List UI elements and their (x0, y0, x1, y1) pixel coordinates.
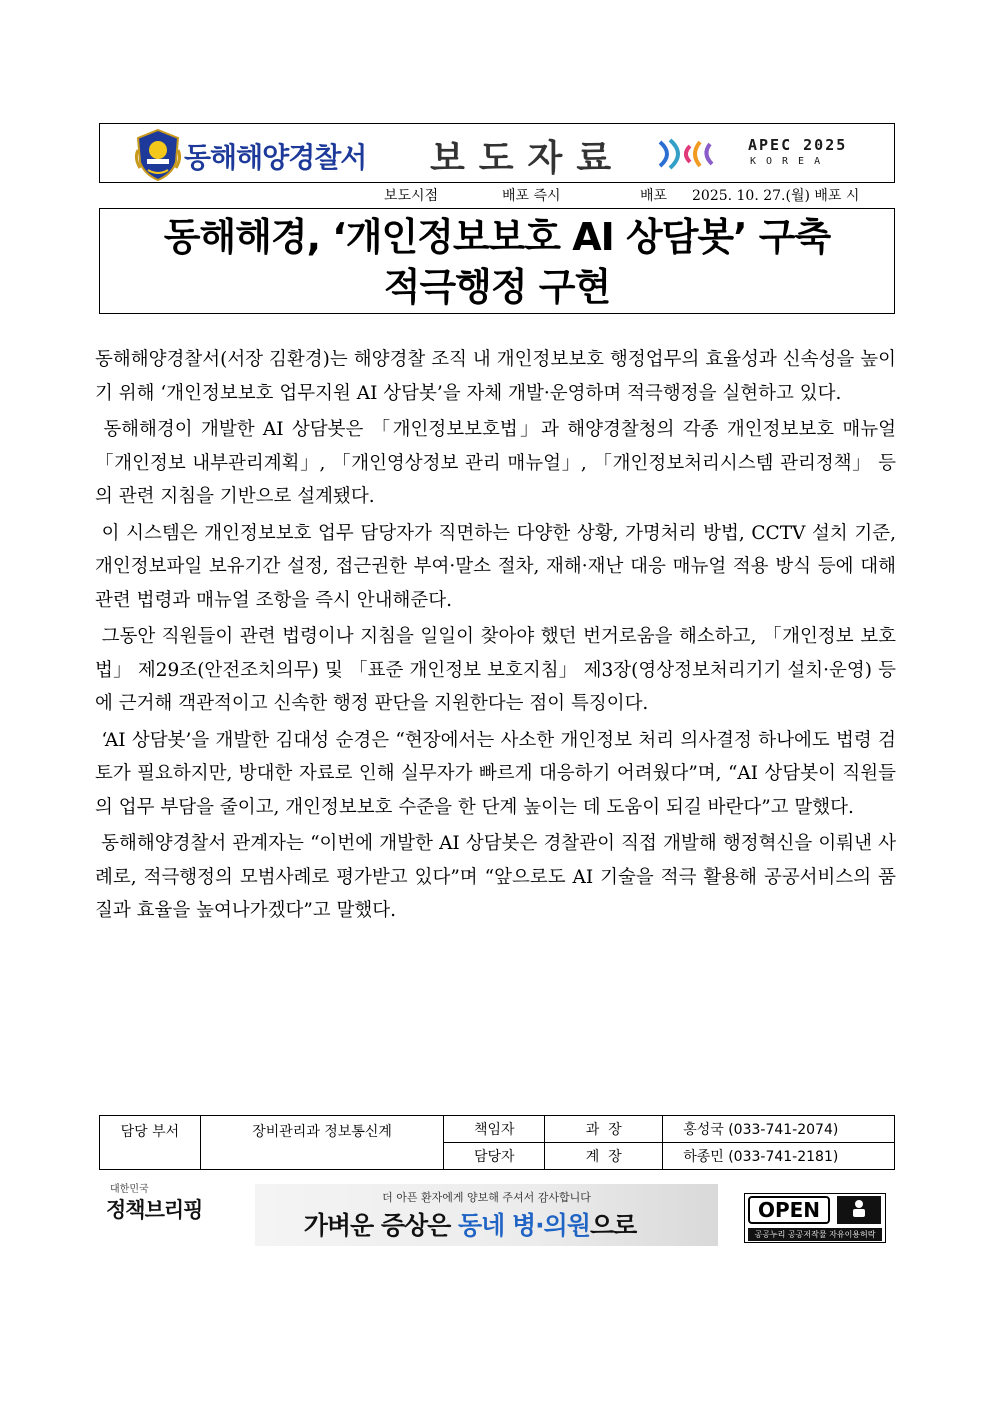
paragraph: 이 시스템은 개인정보보호 업무 담당자가 직면하는 다양한 상황, 가명처리 방법, CCTV 설치 기준, 개인정보파일 보유기간 설정, 접근권한 부여·말소 절차, 재해·재난 대응 매뉴얼 적용 방식 등에 대해 관련 법령과 매뉴얼 조항을 즉시 안내해준다. (95, 522, 902, 611)
coast-guard-emblem-icon (134, 128, 182, 182)
banner-main-text (255, 1206, 685, 1242)
banner-main-part: 으로 (589, 1211, 637, 1240)
release-date-label: 배포 (640, 188, 668, 204)
role-cell: 담당자 (444, 1143, 545, 1170)
kogl-open-logo (744, 1193, 886, 1243)
apec-title: APEC 2025 (748, 136, 848, 154)
banner-small-text: 더 아픈 환자에게 양보해 주셔서 감사합니다 (382, 1191, 591, 1204)
paragraph: 동해해경이 개발한 AI 상담봇은 「개인정보보호법」과 해양경찰청의 각종 개인정보보호 매뉴얼 「개인정보 내부관리계획」, 「개인영상정보 관리 매뉴얼」, 「개인정보처리시스템 관리정책」 등의 관련 지침을 기반으로 설계됐다. (95, 419, 902, 507)
release-value: 배포 즉시 (502, 188, 561, 204)
header-box (99, 123, 895, 183)
banner-main-accent: 동네 병·의원 (458, 1211, 590, 1240)
person-icon (837, 1196, 881, 1224)
paragraph: ‘AI 상담봇’을 개발한 김대성 순경은 “현장에서는 사소한 개인정보 처리 의사결정 하나에도 법령 검토가 필요하지만, 방대한 자료로 인해 실무자가 빠르게 대응하기 어려웠다”며, “AI 상담봇이 직원들의 업무 부담을 줄이고, 개인정보보호 수준을 한 단계 높이는 데 도움이 되길 바란다”고 말했다. (95, 729, 896, 818)
policy-logo-top-text: 대한민국 (110, 1184, 149, 1195)
dept-label-cell: 담당 부서 (100, 1116, 201, 1170)
apec-logo-icon (656, 132, 722, 176)
title-cell: 과 장 (545, 1116, 663, 1143)
attribution-badge-icon (837, 1196, 881, 1224)
paragraph: 동해해양경찰서(서장 김환경)는 해양경찰 조직 내 개인정보보호 행정업무의 효율성과 신속성을 높이기 위해 ‘개인정보보호 업무지원 AI 상담봇’을 자체 개발·운영하며 적극행정을 실현하고 있다. (95, 349, 896, 404)
table-row (100, 1116, 895, 1143)
release-label: 보도시점 (384, 188, 439, 204)
contact-table (99, 1115, 895, 1170)
document-type-title: 보도자료 (430, 138, 626, 179)
person-cell: 하종민 (033-741-2181) (663, 1143, 895, 1170)
health-campaign-banner (255, 1184, 718, 1246)
open-caption: 공공누리 공공저작물 자유이용허락 (748, 1228, 882, 1241)
title-cell: 계 장 (545, 1143, 663, 1170)
article-body (95, 343, 902, 931)
agency-name: 동해해양경찰서 (184, 141, 367, 174)
headline-line-1: 동해해경, ‘개인정보보호 AI 상담봇’ 구축 (163, 215, 831, 259)
dept-value-cell: 장비관리과 정보통신계 (200, 1116, 444, 1170)
release-date-value: 2025. 10. 27.(월) 배포 시 (692, 188, 860, 204)
banner-main-part: 가벼운 증상은 (303, 1211, 459, 1240)
release-info (384, 185, 859, 205)
paragraph: 동해해양경찰서 관계자는 “이번에 개발한 AI 상담봇은 경찰관이 직접 개발해 행정혁신을 이뤄낸 사례로, 적극행정의 모범사례로 평가받고 있다”며 “앞으로도 AI 기술을 적극 활용해 공공서비스의 품질과 효율을 높여나가겠다”고 말했다. (95, 833, 896, 921)
open-text: OPEN (748, 1196, 830, 1224)
policy-briefing-logo (104, 1180, 214, 1240)
person-cell: 홍성국 (033-741-2074) (663, 1116, 895, 1143)
paragraph: 그동안 직원들이 관련 법령이나 지침을 일일이 찾아야 했던 번거로움을 해소하고, 「개인정보 보호법」 제29조(안전조치의무) 및 「표준 개인정보 보호지침」 제3장(영상정보처리기기 설치·운영) 등에 근거해 객관적이고 신속한 행정 판단을 지원한다는 점이 특징이다. (95, 626, 896, 714)
apec-subtitle: KOREA (750, 156, 831, 167)
headline-line-2: 적극행정 구현 (383, 265, 611, 309)
role-cell: 책임자 (444, 1116, 545, 1143)
headline-box (99, 208, 895, 314)
policy-logo-main-text: 정책브리핑 (106, 1198, 203, 1222)
